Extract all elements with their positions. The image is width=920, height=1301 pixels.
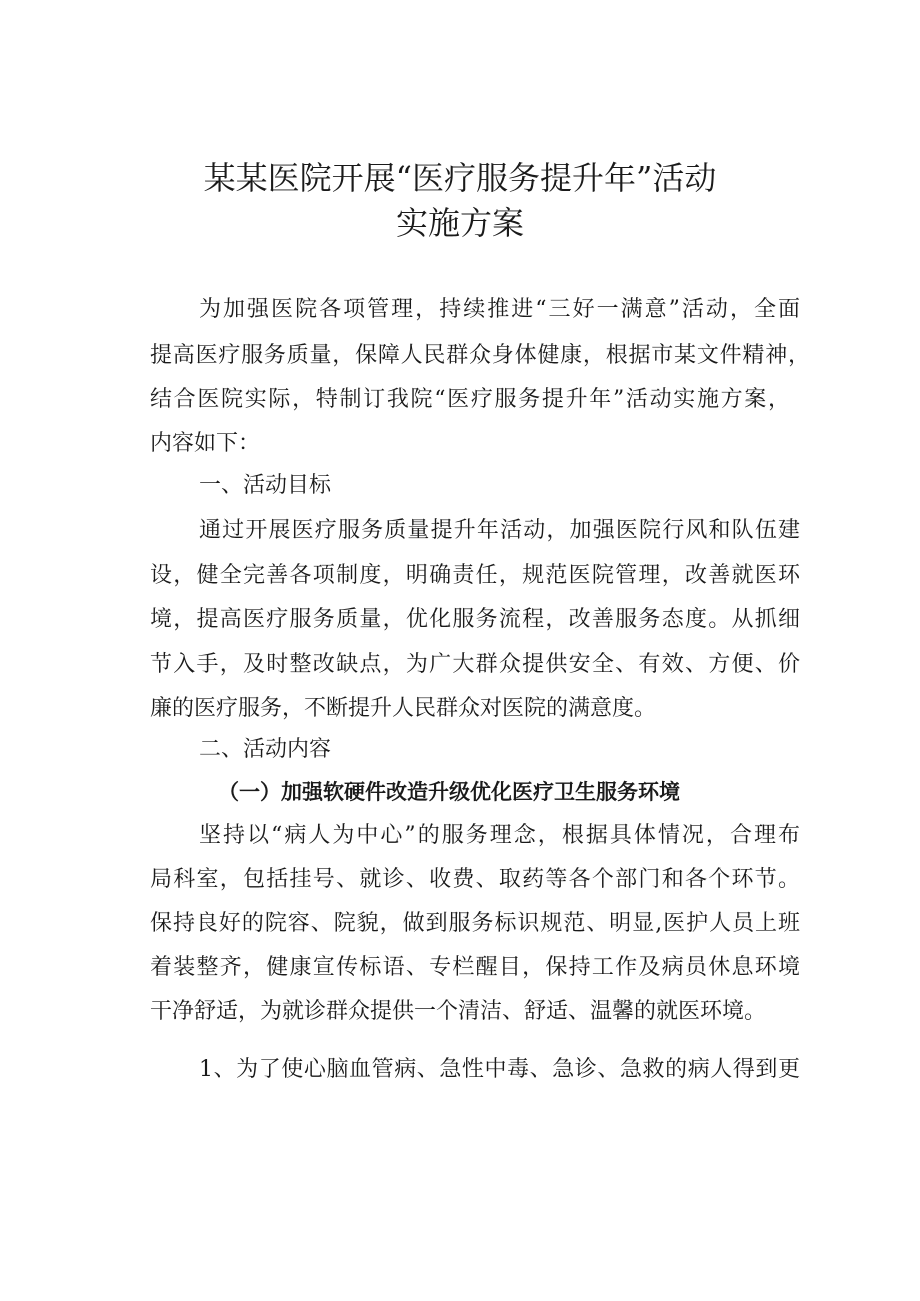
intro-line: 提高医疗服务质量，保障人民群众身体健康，根据市某文件精神， — [150, 343, 810, 368]
paragraph-line: 节入手，及时整改缺点，为广大群众提供安全、有效、方便、价 — [150, 652, 800, 677]
paragraph-line: 着装整齐，健康宣传标语、专栏醒目，保持工作及病员休息环境 — [150, 955, 800, 980]
paragraph-line: 保持良好的院容、院貌，做到服务标识规范、明显,医护人员上班 — [150, 911, 800, 936]
paragraph-line: 设，健全完善各项制度，明确责任，规范医院管理，改善就医环 — [150, 563, 800, 588]
paragraph-line: 坚持以“病人为中心”的服务理念，根据具体情况，合理布 — [199, 823, 800, 848]
intro-line: 结合医院实际，特制订我院“医疗服务提升年”活动实施方案， — [150, 387, 790, 412]
paragraph-line: 廉的医疗服务，不断提升人民群众对医院的满意度。 — [150, 696, 657, 721]
document-title-line-1: 某某医院开展“医疗服务提升年”活动 — [203, 159, 717, 197]
paragraph-line: 通过开展医疗服务质量提升年活动，加强医院行风和队伍建 — [199, 518, 800, 543]
paragraph-line: 干净舒适，为就诊群众提供一个清洁、舒适、温馨的就医环境。 — [150, 999, 767, 1024]
paragraph-line: 境，提高医疗服务质量，优化服务流程，改善服务态度。从抓细 — [150, 607, 800, 632]
section-heading-goals: 一、活动目标 — [199, 473, 332, 498]
intro-line: 内容如下： — [150, 431, 261, 456]
section-heading-content: 二、活动内容 — [199, 737, 332, 762]
list-item: 1、为了使心脑血管病、急性中毒、急诊、急救的病人得到更 — [199, 1057, 800, 1082]
subsection-heading: （一）加强软硬件改造升级优化医疗卫生服务环境 — [218, 779, 680, 804]
document-title-line-2: 实施方案 — [395, 204, 524, 242]
intro-line: 为加强医院各项管理，持续推进“三好一满意”活动，全面 — [199, 297, 800, 322]
paragraph-line: 局科室，包括挂号、就诊、收费、取药等各个部门和各个环节。 — [150, 867, 800, 892]
